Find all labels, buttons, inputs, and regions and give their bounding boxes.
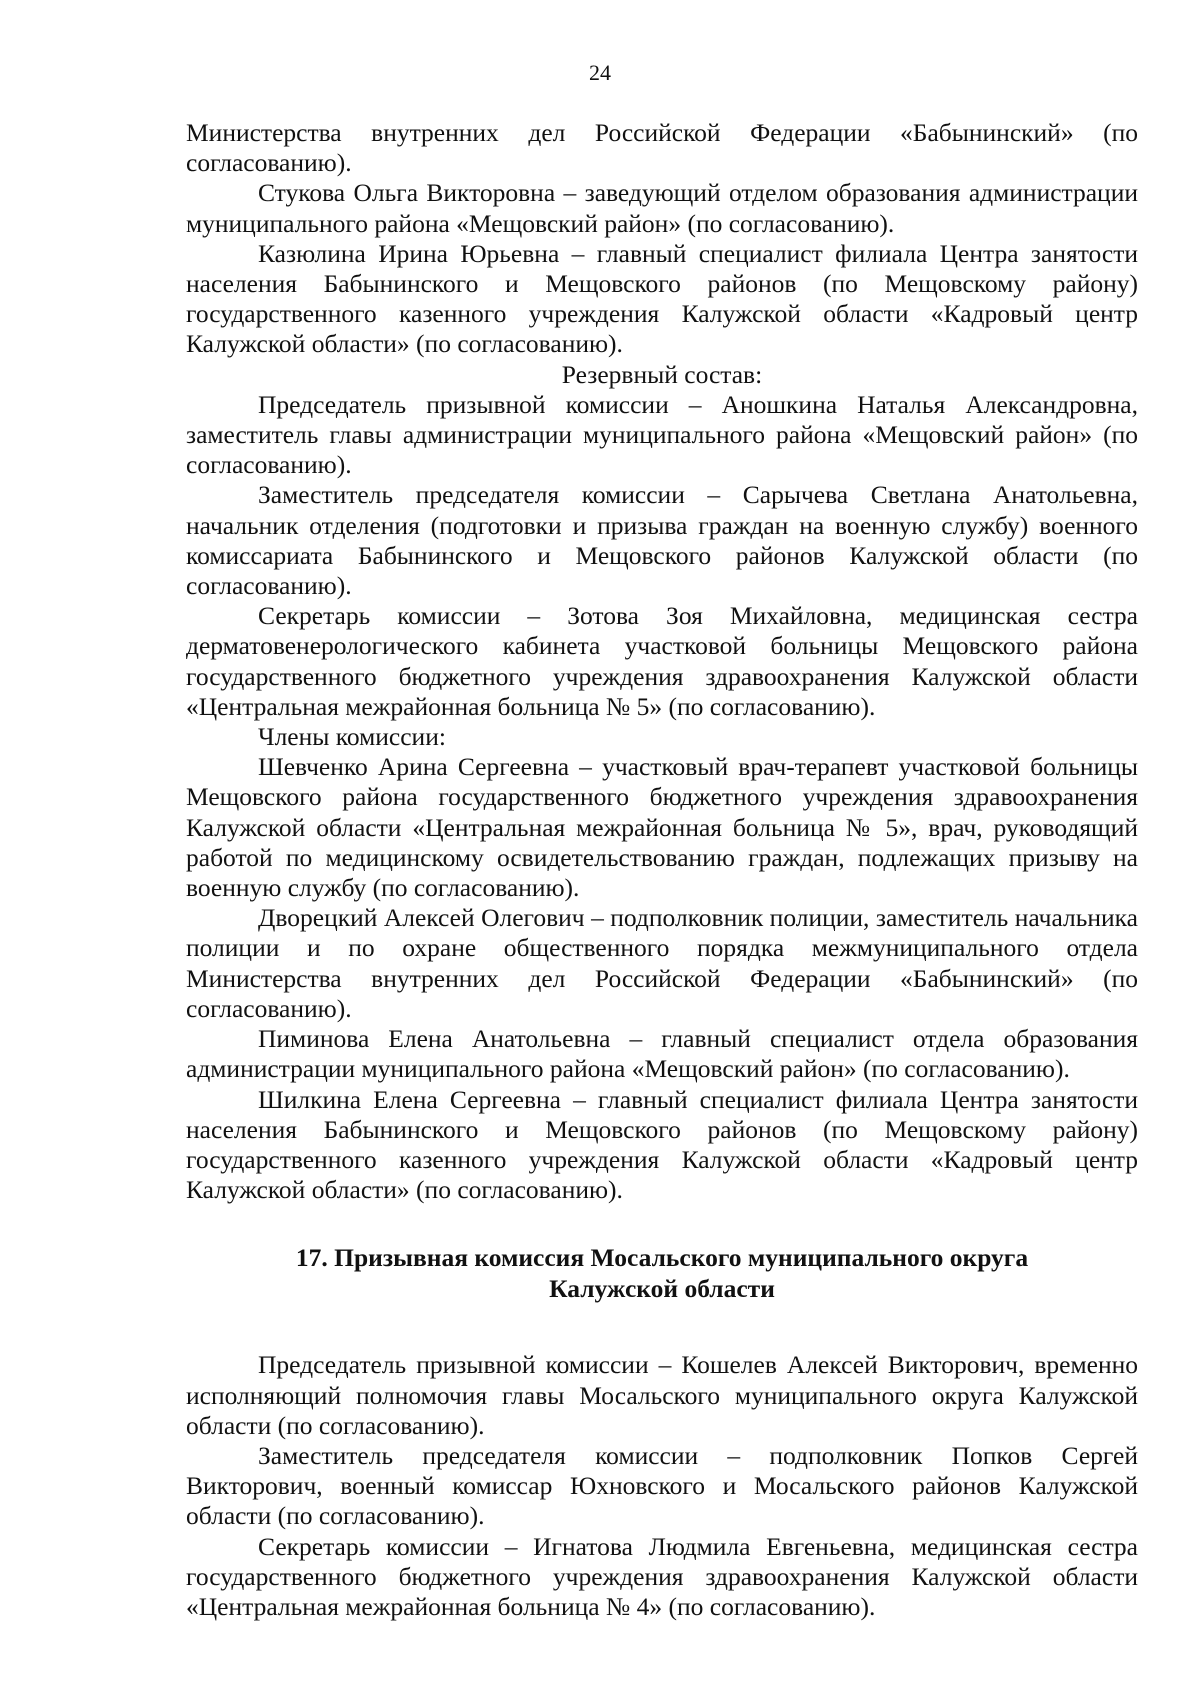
paragraph-member-stukova: Стукова Ольга Викторовна – заведующий отделом образования администрации муниципального района «Мещовский район» (по согласованию). xyxy=(186,178,1138,238)
paragraph-members-heading: Члены комиссии: xyxy=(258,722,446,752)
paragraph-member-shevchenko: Шевченко Арина Сергеевна – участковый врач-терапевт участковой больницы Мещовского района государственного бюджетного учреждения здравоохранения Калужской области «Центральная межрайонная больница № 5», врач, руководящий работой по медицинскому освидетельствованию граждан, подлежащих призыву на военную службу (по согласованию). xyxy=(186,752,1138,903)
document-body xyxy=(186,118,1138,1622)
paragraph-reserve-chair: Председатель призывной комиссии – Аношкина Наталья Александровна, заместитель главы администрации муниципального района «Мещовский район» (по согласованию). xyxy=(186,389,1138,480)
page-number: 24 xyxy=(589,60,611,85)
paragraph-section-deputy: Заместитель председателя комиссии – подполковник Попков Сергей Викторович, военный комиссар Юхновского и Мосальского районов Калужской области (по согласованию). xyxy=(186,1440,1138,1531)
paragraph-section-chair: Председатель призывной комиссии – Кошелев Алексей Викторович, временно исполняющий полномочия главы Мосальского муниципального округа Калужской области (по согласованию). xyxy=(186,1350,1138,1440)
section-title-line-2: Калужской области xyxy=(549,1273,775,1303)
paragraph-continuation: Министерства внутренних дел Российской Федерации «Бабынинский» (по согласованию). xyxy=(186,118,1138,178)
section-title-line-1: 17. Призывная комиссия Мосальского муниципального округа xyxy=(295,1243,1029,1273)
paragraph-member-kazyulina: Казюлина Ирина Юрьевна – главный специалист филиала Центра занятости населения Бабынинского и Мещовского районов (по Мещовскому району) государственного казенного учреждения Калужской области «Кадровый центр Калужской области» (по согласованию). xyxy=(186,238,1138,359)
paragraph-reserve-secretary: Секретарь комиссии – Зотова Зоя Михайловна, медицинская сестра дерматовенерологического кабинета участковой больницы Мещовского района государственного бюджетного учреждения здравоохранения Калужской области «Центральная межрайонная больница № 5» (по согласованию). xyxy=(186,601,1138,721)
paragraph-member-dvoretsky: Дворецкий Алексей Олегович – подполковник полиции, заместитель начальника полиции и по охране общественного порядка межмуниципального отдела Министерства внутренних дел Российской Федерации «Бабынинский» (по согласованию). xyxy=(186,903,1138,1023)
paragraph-reserve-deputy: Заместитель председателя комиссии – Сарычева Светлана Анатольевна, начальник отделения (подготовки и призыва граждан на военную службу) военного комиссариата Бабынинского и Мещовского районов Калужской области (по согласованию). xyxy=(186,480,1138,601)
paragraph-member-shilkina: Шилкина Елена Сергеевна – главный специалист филиала Центра занятости населения Бабынинского и Мещовского районов (по Мещовскому району) государственного казенного учреждения Калужской области «Кадровый центр Калужской области» (по согласованию). xyxy=(186,1084,1138,1205)
paragraph-member-piminova: Пиминова Елена Анатольевна – главный специалист отдела образования администрации муниципального района «Мещовский район» (по согласованию). xyxy=(186,1024,1138,1084)
section-title xyxy=(186,1243,1138,1304)
reserve-heading: Резервный состав: xyxy=(561,359,763,389)
spacer xyxy=(186,1304,1138,1350)
paragraph-section-secretary: Секретарь комиссии – Игнатова Людмила Евгеньевна, медицинская сестра государственного бюджетного учреждения здравоохранения Калужской области «Центральная межрайонная больница № 4» (по согласованию). xyxy=(186,1531,1138,1621)
